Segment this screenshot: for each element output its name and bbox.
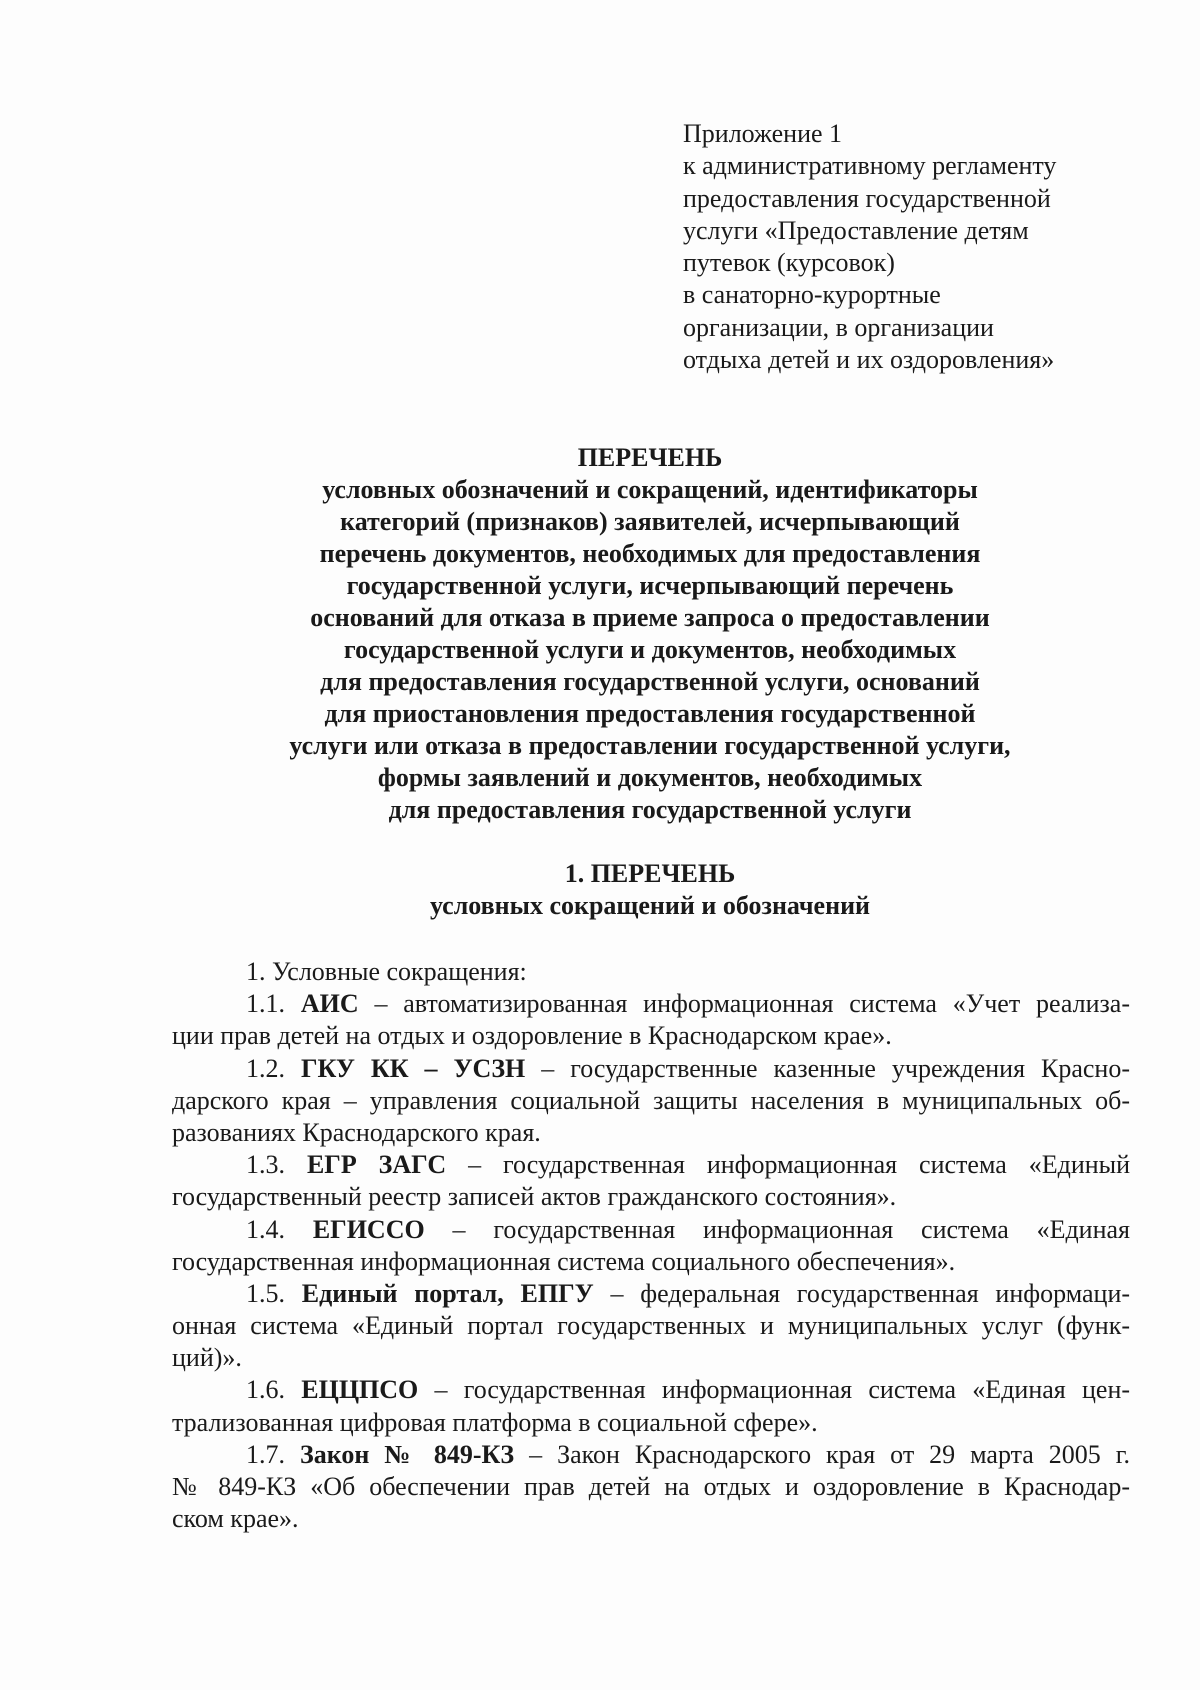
- main-heading-line: перечень документов, необходимых для предоставления: [319, 539, 981, 568]
- item-number: 1.2.: [246, 1053, 285, 1083]
- item-term: ЕЦЦПСО: [301, 1375, 419, 1405]
- item-continuation: ций)».: [172, 1343, 242, 1373]
- list-item: [172, 1149, 1130, 1213]
- item-number: 1.4.: [246, 1214, 285, 1244]
- item-continuation: трализованная цифровая платформа в социальной сфере».: [172, 1407, 818, 1437]
- item-continuation: разованиях Краснодарского края.: [172, 1117, 541, 1147]
- annex-line: в санаторно-курортные: [683, 280, 941, 310]
- item-definition: – государственные казенные учреждения Красно-: [541, 1053, 1130, 1083]
- list-item: [172, 1439, 1130, 1536]
- item-first-line: [172, 1214, 1130, 1246]
- list-intro: 1. Условные сокращения:: [246, 957, 527, 986]
- main-heading-line: оснований для отказа в приеме запроса о предоставлении: [310, 603, 990, 632]
- item-first-line: [172, 1149, 1130, 1181]
- item-term: АИС: [300, 989, 359, 1019]
- item-term: ГКУ КК – УСЗН: [300, 1053, 526, 1083]
- main-heading: [160, 442, 1140, 826]
- list-item: [172, 988, 1130, 1052]
- item-continuation: государственный реестр записей актов гражданского состояния».: [172, 1182, 897, 1212]
- item-definition: – федеральная государственная информаци-: [610, 1278, 1130, 1308]
- item-continuation: государственная информационная система социального обеспечения».: [172, 1246, 956, 1276]
- main-heading-line: условных обозначений и сокращений, идентификаторы: [322, 475, 978, 504]
- item-continuation: № 849-КЗ «Об обеспечении прав детей на отдых и оздоровление в Краснодар-: [172, 1472, 1130, 1501]
- item-number: 1.6.: [246, 1375, 285, 1405]
- item-number: 1.5.: [246, 1278, 285, 1308]
- section-heading-subtitle: условных сокращений и обозначений: [429, 891, 871, 920]
- annex-line: к административному регламенту: [683, 151, 1057, 181]
- item-definition: – государственная информационная система «Единая цен-: [434, 1375, 1130, 1405]
- item-number: 1.3.: [246, 1150, 285, 1180]
- annex-header: [683, 118, 1163, 376]
- item-first-line: [172, 1374, 1130, 1406]
- section-heading-title: 1. ПЕРЕЧЕНЬ: [564, 859, 736, 888]
- item-continuation: ции прав детей на отдых и оздоровление в Краснодарском крае».: [172, 1021, 892, 1051]
- item-term: ЕГИССО: [312, 1214, 425, 1244]
- annex-line: отдыха детей и их оздоровления»: [683, 345, 1055, 375]
- annex-line: предоставления государственной: [683, 183, 1051, 213]
- item-definition: – Закон Краснодарского края от 29 марта 2005 г.: [529, 1439, 1130, 1469]
- item-continuation: ском крае».: [172, 1504, 299, 1534]
- item-first-line: [172, 988, 1130, 1020]
- annex-line: организации, в организации: [683, 312, 994, 342]
- section-heading: [160, 858, 1140, 922]
- list-item: [172, 1053, 1130, 1150]
- main-heading-line: формы заявлений и документов, необходимых: [377, 763, 923, 792]
- list-item: [172, 1214, 1130, 1278]
- item-continuation: онная система «Единый портал государственных и муниципальных услуг (функ-: [172, 1311, 1130, 1341]
- main-heading-line: государственной услуги, исчерпывающий перечень: [346, 571, 954, 600]
- main-heading-line: государственной услуги и документов, необходимых: [343, 635, 957, 664]
- item-term: Единый портал, ЕПГУ: [301, 1278, 594, 1308]
- item-first-line: [172, 1278, 1130, 1310]
- main-heading-line: для предоставления государственной услуги: [388, 795, 912, 824]
- item-term: ЕГР ЗАГС: [306, 1150, 447, 1180]
- list-item: [172, 1278, 1130, 1375]
- annex-line: Приложение 1: [683, 119, 843, 148]
- item-number: 1.7.: [246, 1439, 285, 1469]
- abbreviations-list: [172, 956, 1130, 1535]
- main-heading-line: услуги или отказа в предоставлении государственной услуги,: [289, 731, 1011, 760]
- main-heading-line: для предоставления государственной услуги, оснований: [320, 667, 980, 696]
- item-definition: – государственная информационная система «Единый: [468, 1150, 1130, 1180]
- main-heading-title: ПЕРЕЧЕНЬ: [577, 443, 723, 472]
- annex-line: путевок (курсовок): [683, 248, 895, 278]
- list-item: [172, 1374, 1130, 1438]
- item-definition: – автоматизированная информационная система «Учет реализа-: [374, 989, 1130, 1019]
- main-heading-line: категорий (признаков) заявителей, исчерпывающий: [340, 507, 960, 536]
- item-number: 1.1.: [246, 989, 285, 1019]
- item-term: Закон № 849-КЗ: [299, 1439, 515, 1469]
- item-continuation: дарского края – управления социальной защиты населения в муниципальных об-: [172, 1085, 1130, 1115]
- item-definition: – государственная информационная система «Единая: [452, 1214, 1130, 1244]
- main-heading-line: для приостановления предоставления государственной: [324, 699, 976, 728]
- annex-line: услуги «Предоставление детям: [683, 215, 1029, 245]
- item-first-line: [172, 1439, 1130, 1471]
- item-first-line: [172, 1053, 1130, 1085]
